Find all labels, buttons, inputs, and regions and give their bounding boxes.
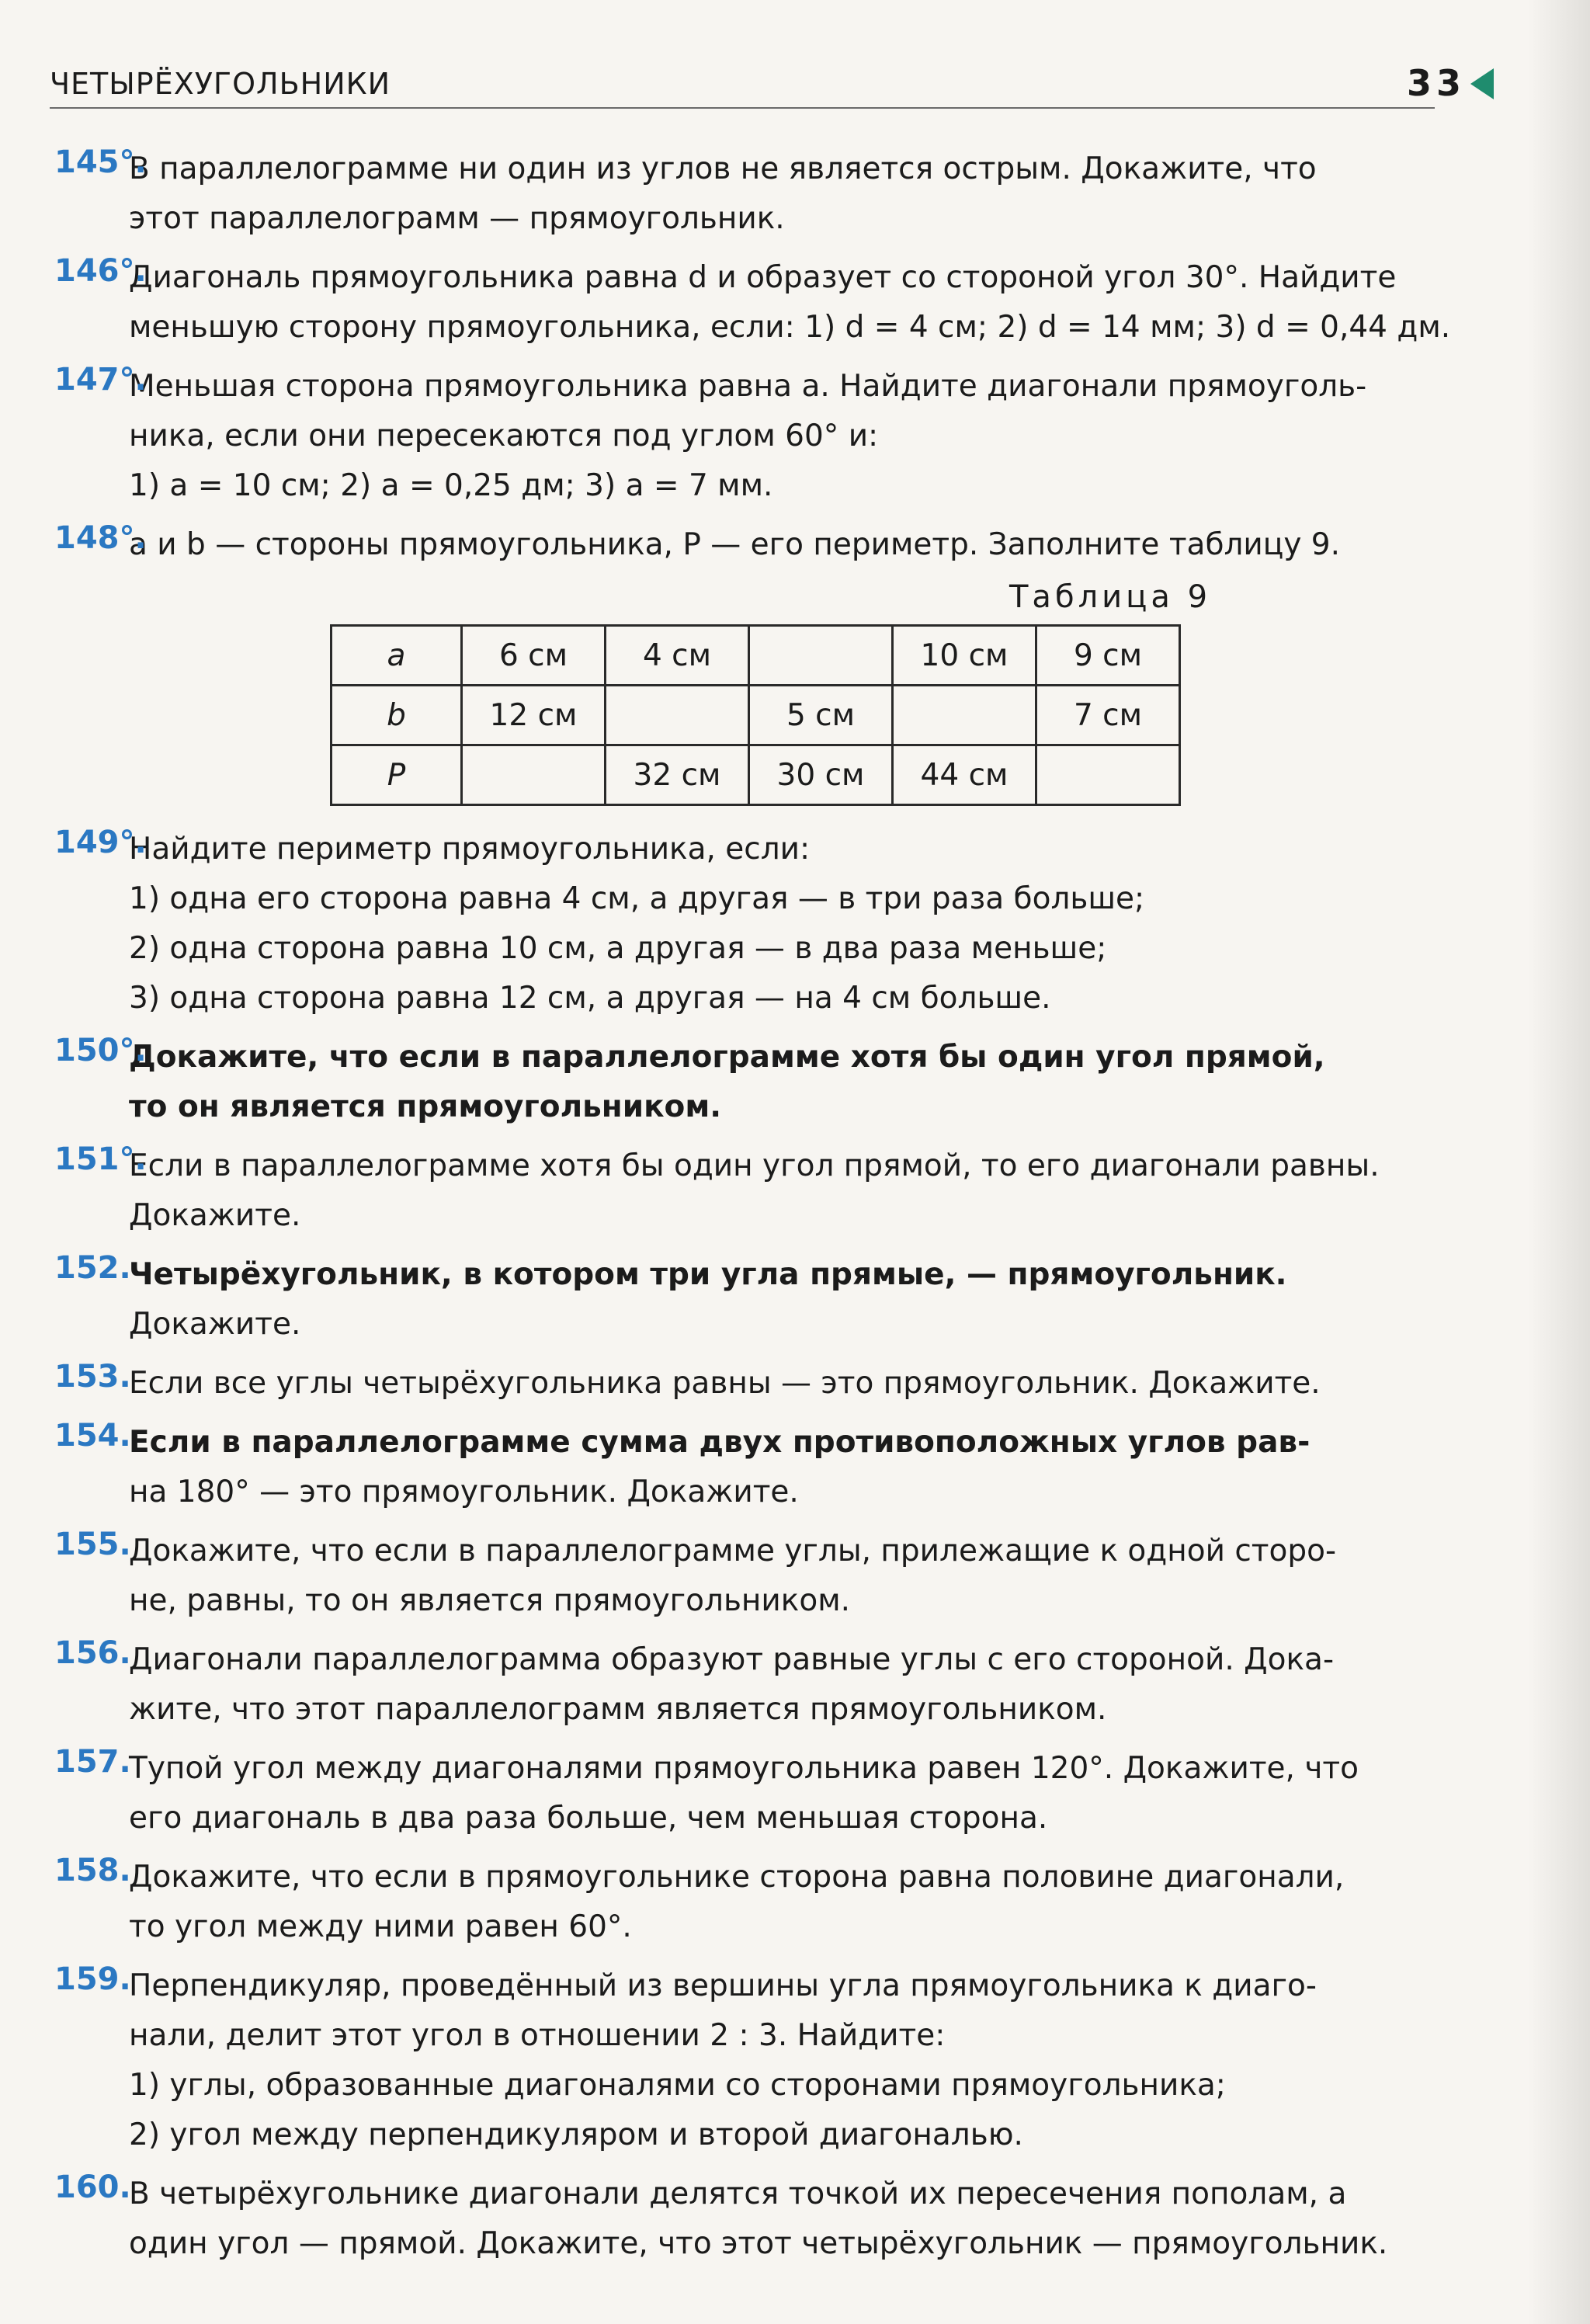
problem-text-line: 1) a = 10 см; 2) a = 0,25 дм; 3) a = 7 мм. (129, 468, 773, 503)
row-header: b (332, 686, 462, 745)
problem-text-line: меньшую сторону прямоугольника, если: 1) d = 4 см; 2) d = 14 мм; 3) d = 0,44 дм. (129, 310, 1451, 345)
row-header: P (332, 745, 462, 805)
table-9-block (54, 579, 1436, 812)
problem-text-line: Тупой угол между диагоналями прямоугольника равен 120°. Докажите, что (129, 1751, 1359, 1786)
problem-number: 155. (54, 1527, 131, 1562)
problem-text-line: этот параллелограмм — прямоугольник. (129, 201, 785, 236)
problem-160 (54, 2169, 1436, 2269)
problem-text-line: нали, делит этот угол в отношении 2 : 3. Найдите: (129, 2018, 946, 2053)
table-cell: 32 см (606, 745, 749, 805)
problem-text-line: Четырёхугольник, в котором три угла прямые, — прямоугольник. (129, 1257, 1287, 1292)
table-cell (1036, 745, 1180, 805)
table-cell (462, 745, 606, 805)
problem-153 (54, 1359, 1436, 1409)
table-cell: 9 см (1036, 626, 1180, 686)
problem-number: 147°. (54, 362, 147, 398)
problem-text-line: то он является прямоугольником. (129, 1089, 722, 1124)
problem-text-line: на 180° — это прямоугольник. Докажите. (129, 1475, 799, 1509)
problem-158 (54, 1853, 1436, 1952)
page-edge-shadow (1528, 0, 1590, 2324)
problem-text-line: В четырёхугольнике диагонали делятся точкой их пересечения пополам, а (129, 2176, 1347, 2211)
table-cell (893, 686, 1036, 745)
problem-156 (54, 1635, 1436, 1735)
row-header: a (332, 626, 462, 686)
table-row (332, 686, 1180, 745)
problem-151 (54, 1141, 1436, 1241)
problem-text-line: 2) одна сторона равна 10 см, а другая — в два раза меньше; (129, 931, 1107, 966)
problem-list (54, 144, 1451, 2278)
page-header (50, 61, 1466, 109)
problem-159 (54, 1961, 1436, 2160)
problem-text-line: Докажите, что если в прямоугольнике сторона равна половине диагонали, (129, 1860, 1345, 1895)
table-cell: 7 см (1036, 686, 1180, 745)
problem-146 (54, 253, 1451, 353)
problem-text-line: Докажите. (129, 1198, 301, 1233)
page-number: 33 (1406, 62, 1466, 104)
problem-text-line: В параллелограмме ни один из углов не является острым. Докажите, что (129, 151, 1317, 186)
problem-152 (54, 1250, 1436, 1350)
problem-number: 146°. (54, 253, 147, 289)
table-row (332, 626, 1180, 686)
problem-text-line: 3) одна сторона равна 12 см, а другая — на 4 см больше. (129, 981, 1051, 1016)
table-cell (749, 626, 893, 686)
table-cell: 4 см (606, 626, 749, 686)
problem-number: 154. (54, 1418, 131, 1454)
problem-155 (54, 1527, 1436, 1626)
table-cell: 5 см (749, 686, 893, 745)
problem-number: 151°. (54, 1141, 147, 1177)
problem-number: 153. (54, 1359, 131, 1395)
table-cell: 30 см (749, 745, 893, 805)
problem-text-line: жите, что этот параллелограмм является прямоугольником. (129, 1692, 1107, 1727)
problem-text-line: Диагональ прямоугольника равна d и образует со стороной угол 30°. Найдите (129, 260, 1397, 295)
problem-157 (54, 1744, 1436, 1843)
problem-number: 148°. (54, 520, 147, 556)
table-cell: 10 см (893, 626, 1036, 686)
problem-text-line: Докажите. (129, 1307, 301, 1342)
problem-number: 149°. (54, 825, 147, 860)
problem-text-line: Если в параллелограмме хотя бы один угол прямой, то его диагонали равны. (129, 1148, 1380, 1183)
table-cell: 44 см (893, 745, 1036, 805)
problem-text-line: Докажите, что если в параллелограмме хотя бы один угол прямой, (129, 1040, 1325, 1075)
problem-number: 159. (54, 1961, 131, 1997)
problem-text-line: Если все углы четырёхугольника равны — это прямоугольник. Докажите. (129, 1366, 1321, 1401)
problem-147 (54, 362, 1436, 511)
table-cell (606, 686, 749, 745)
problem-text-line: Докажите, что если в параллелограмме углы, прилежащие к одной сторо- (129, 1534, 1337, 1568)
problem-text-line: a и b — стороны прямоугольника, P — его периметр. Заполните таблицу 9. (129, 527, 1340, 562)
problem-text-line: то угол между ними равен 60°. (129, 1909, 632, 1944)
problem-number: 158. (54, 1853, 131, 1888)
problem-text-line: Диагонали параллелограмма образуют равные углы с его стороной. Дока- (129, 1642, 1335, 1677)
problem-text-line: Найдите периметр прямоугольника, если: (129, 832, 811, 867)
problem-145 (54, 144, 1436, 244)
problem-149 (54, 825, 1436, 1023)
table-caption: Таблица 9 (1009, 579, 1212, 615)
table-cell: 12 см (462, 686, 606, 745)
table-row (332, 745, 1180, 805)
problem-text-line: один угол — прямой. Докажите, что этот четырёхугольник — прямоугольник. (129, 2226, 1388, 2261)
problem-148 (54, 520, 1436, 570)
problem-number: 145°. (54, 144, 147, 180)
problem-text-line: 1) углы, образованные диагоналями со сторонами прямоугольника; (129, 2068, 1226, 2103)
problem-number: 150°. (54, 1033, 147, 1068)
problem-number: 157. (54, 1744, 131, 1780)
problem-text-line: Если в параллелограмме сумма двух противоположных углов рав- (129, 1425, 1311, 1460)
table-9 (330, 624, 1181, 806)
problem-number: 156. (54, 1635, 131, 1671)
problem-text-line: 2) угол между перпендикуляром и второй диагональю. (129, 2117, 1023, 2152)
problem-text-line: 1) одна его сторона равна 4 см, а другая — в три раза больше; (129, 881, 1145, 916)
problem-150 (54, 1033, 1436, 1132)
problem-text-line: Меньшая сторона прямоугольника равна a. Найдите диагонали прямоуголь- (129, 369, 1367, 404)
problem-text-line: не, равны, то он является прямоугольником. (129, 1583, 851, 1618)
table-cell: 6 см (462, 626, 606, 686)
problem-text-line: ника, если они пересекаются под углом 60° и: (129, 419, 879, 453)
problem-154 (54, 1418, 1436, 1517)
problem-text-line: Перпендикуляр, проведённый из вершины угла прямоугольника к диаго- (129, 1968, 1317, 2003)
problem-text-line: его диагональ в два раза больше, чем меньшая сторона. (129, 1801, 1048, 1836)
problem-number: 152. (54, 1250, 131, 1286)
chapter-title: ЧЕТЫРЁХУГОЛЬНИКИ (50, 67, 391, 101)
page-marker-arrow-icon (1470, 68, 1494, 99)
problem-number: 160. (54, 2169, 131, 2205)
